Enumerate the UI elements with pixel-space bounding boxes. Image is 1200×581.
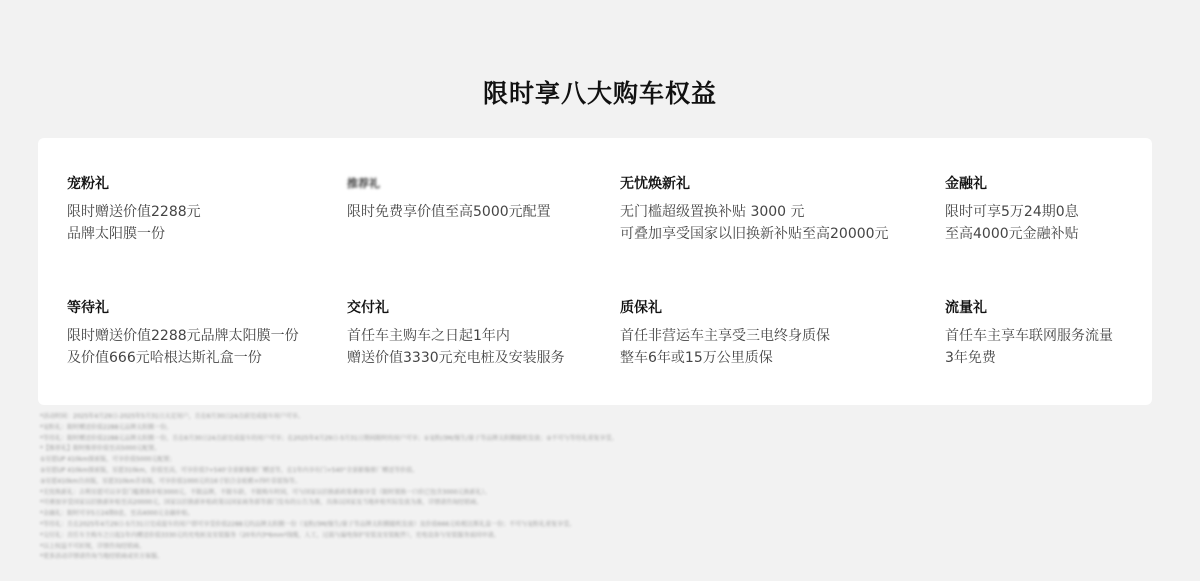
- benefit-line: 首任车主购车之日起1年内: [347, 328, 510, 344]
- fine-print-line: *等待礼：限时赠送价值2288元品牌太阳膜一份，且在6月30日24点前完成提车的用户可享；在2025年4月29日-5月31日期间限时的用户可享；①宠粉/3M/强生/量子等品牌太阳膜随机发放；②不可与等待礼重复享受。: [40, 434, 618, 442]
- fine-print-line: ①星愿UP 410km探索版，可享价值5000元配置；: [40, 456, 176, 464]
- benefit-waiting-gift: [67, 299, 357, 369]
- benefit-line: 可叠加享受国家以旧换新补贴至高20000元: [620, 226, 889, 242]
- fine-print-line: *活动时间：2025年4月29日-2025年5月31日大定用户，且在6月30日24点前完成提车用户可享。: [40, 413, 304, 420]
- fine-print-line: *更多活动详情请咨询当地经销商或官方客服。: [40, 553, 164, 561]
- benefit-title: 宠粉礼: [67, 176, 109, 192]
- benefit-line: 整车6年或15万公里质保: [620, 350, 773, 366]
- fine-print-line: *交付礼：首任车主购车之日起1年内赠送价值3330元的充电桩及安装服务（20米内3*6mm²线缆，人工，过载与漏电保护安装及安装配件），充电设备与安装服务需同申请。: [40, 531, 500, 539]
- benefit-title: 等待礼: [67, 300, 109, 316]
- fine-print-line: ②星愿UP 410km探索版，星愿310km，价值至高，可享价值7+540'全景影像原厂赠送等，在1年内享有门+540°全景影像原厂赠送等价值。: [40, 466, 419, 474]
- benefit-trade-in-gift: [620, 175, 910, 245]
- benefit-line: 限时免费享价值至高5000元配置: [347, 204, 551, 220]
- benefit-line: 赠送价值3330元充电桩及安装服务: [347, 350, 565, 366]
- benefit-finance-gift: [945, 175, 1145, 245]
- fine-print-line: *以上权益不可折现，详情咨询经销商。: [40, 542, 146, 550]
- benefit-line: 3年免费: [945, 350, 996, 366]
- benefit-line: 至高4000元金融补贴: [945, 226, 1079, 242]
- fine-print-line: *可叠加享受国家以旧换新补贴至高20000元，国家以旧换新补贴政策以国家商务部等部门发布的公告为准，具体以国家及当地补贴实际发放为准，详情请咨询经销商。: [40, 499, 483, 507]
- benefit-title: 金融礼: [945, 176, 987, 192]
- benefit-data-gift: [945, 299, 1145, 369]
- benefit-fan-gift: [67, 175, 357, 245]
- fine-print-line: *金融礼：限时可享5万24期0息，至高4000元金融补贴。: [40, 510, 194, 518]
- fine-print-line: ③星愿410km自由版，星愿310km青春版，可享价值1000元的16寸铝合金轮毂+四叶草装饰等。: [40, 477, 301, 485]
- fine-print: [40, 412, 990, 563]
- benefit-recommend-gift: [347, 175, 637, 223]
- benefit-title: 推荐礼: [347, 177, 380, 190]
- benefit-title: 无忧焕新礼: [620, 176, 690, 192]
- fine-print-line: *【推荐礼】限时推荐价值至高5000元配置。: [40, 445, 161, 453]
- benefit-line: 限时赠送价值2288元品牌太阳膜一份: [67, 328, 299, 344]
- benefit-line: 及价值666元哈根达斯礼盒一份: [67, 350, 262, 366]
- page-title: 限时享八大购车权益: [482, 79, 717, 108]
- benefits-card: [38, 138, 1152, 405]
- benefit-line: 无门槛超级置换补贴 3000 元: [620, 204, 805, 220]
- benefit-line: 首任非营运车主享受三电终身质保: [620, 328, 830, 344]
- benefit-line: 首任车主享车联网服务流量: [945, 328, 1113, 344]
- benefit-title: 流量礼: [945, 300, 987, 316]
- benefit-line: 限时赠送价值2288元: [67, 204, 201, 220]
- benefit-title: 质保礼: [620, 300, 662, 316]
- benefit-delivery-gift: [347, 299, 637, 369]
- benefit-line: 品牌太阳膜一份: [67, 226, 165, 242]
- fine-print-line: *宠粉礼：限时赠送价值2288元品牌太阳膜一份。: [40, 423, 173, 431]
- fine-print-line: *等待礼：且在2025年4月29日-5月31日完成提车的用户即可享受价值2288元的品牌太阳膜一份（宠粉/3M/强生/量子等品牌太阳膜随机发放）及价值666元哈根达斯礼盒一份；不可与宠粉礼重复享受。: [40, 520, 576, 528]
- fine-print-line: *无忧焕新礼：吉利星愿可以享受门槛置换补贴3000元，不限品牌，不限车龄，不限购车时间，可与国家以旧换新政策叠加享受（限时置换一口价已包含3000元换新礼）。: [40, 488, 491, 496]
- benefit-line: 限时可享5万24期0息: [945, 204, 1079, 220]
- benefit-title: 交付礼: [347, 300, 389, 316]
- benefit-warranty-gift: [620, 299, 910, 369]
